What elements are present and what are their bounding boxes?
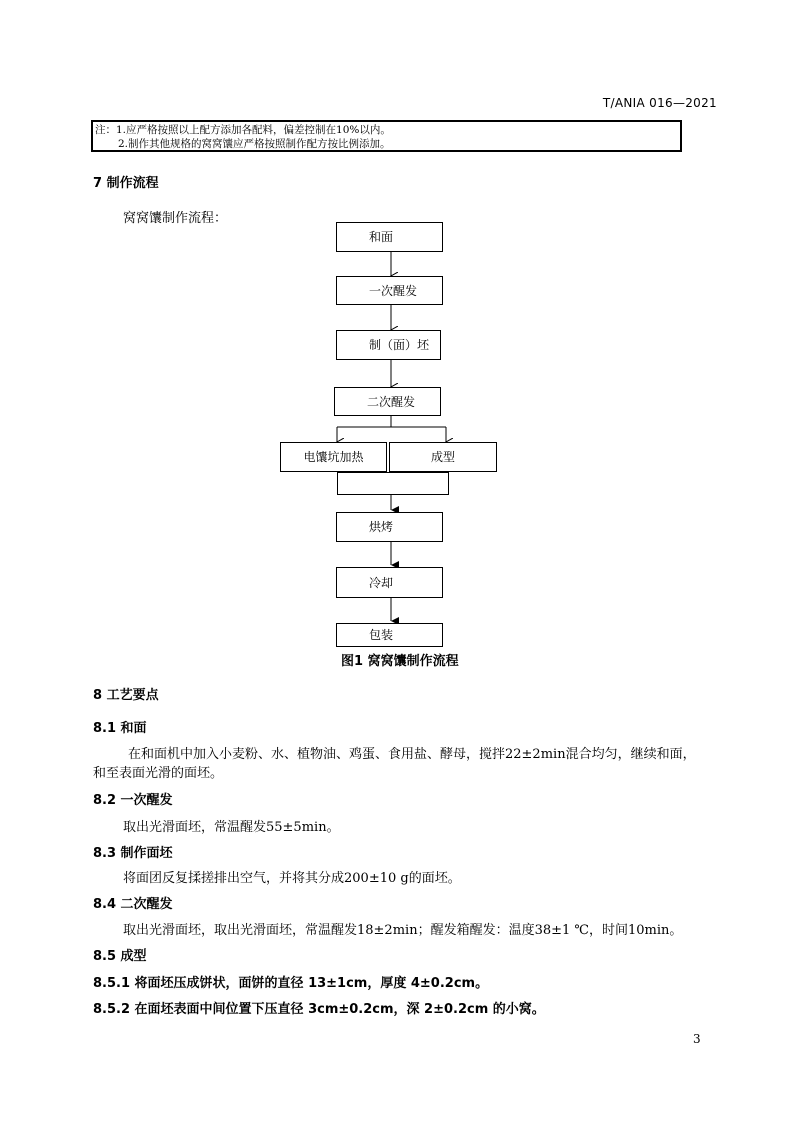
- step-shape-dough: 制（面）坯: [336, 330, 441, 360]
- figure-caption: 图1 窝窝馕制作流程: [341, 654, 459, 669]
- section-8-2-text: 取出光滑面坯，常温醒发55±5min。: [123, 820, 340, 835]
- section-8-5-2: 8.5.2 在面坯表面中间位置下压直径 3cm±0.2cm，深 2±0.2cm 的小窝。: [93, 1002, 545, 1017]
- note-line-2: 2.制作其他规格的窝窝馕应严格按照制作配方按比例添加。: [118, 138, 391, 150]
- section-8-1-title: 8.1 和面: [93, 721, 147, 736]
- section-8-4-text: 取出光滑面坯，取出光滑面坯，常温醒发18±2min；醒发箱醒发：温度38±1 ℃，时间10min。: [123, 923, 683, 938]
- merge-box: [338, 473, 449, 495]
- step-baking: 烘烤: [336, 512, 443, 542]
- section-8-4-title: 8.4 二次醒发: [93, 897, 173, 912]
- document-code: T/ANIA 016—2021: [602, 96, 717, 110]
- section-8-heading: 8 工艺要点: [93, 688, 159, 703]
- note-line-1: 注：1.应严格按照以上配方添加各配料，偏差控制在10%以内。: [95, 124, 391, 136]
- page-number: 3: [693, 1032, 701, 1046]
- section-8-2-title: 8.2 一次醒发: [93, 793, 173, 808]
- section-8-1-text-2: 和至表面光滑的面坯。: [93, 766, 224, 781]
- section-8-5-title: 8.5 成型: [93, 949, 147, 964]
- step-cooling: 冷却: [336, 567, 443, 598]
- step-packaging: 包装: [336, 623, 443, 647]
- step-kneading: 和面: [336, 222, 443, 252]
- section-7-heading: 7 制作流程: [93, 176, 159, 191]
- section-8-1-text-1: 在和面机中加入小麦粉、水、植物油、鸡蛋、食用盐、酵母，搅拌22±2min混合均匀，继续和面，: [128, 747, 696, 762]
- section-8-3-title: 8.3 制作面坯: [93, 846, 173, 861]
- step-oven-preheat: 电馕坑加热: [280, 442, 387, 472]
- step-first-proof: 一次醒发: [336, 276, 443, 305]
- step-second-proof: 二次醒发: [334, 387, 441, 416]
- section-8-5-1: 8.5.1 将面坯压成饼状，面饼的直径 13±1cm，厚度 4±0.2cm。: [93, 976, 489, 991]
- step-forming: 成型: [389, 442, 497, 472]
- flow-intro: 窝窝馕制作流程：: [123, 211, 228, 226]
- section-8-3-text: 将面团反复揉搓排出空气，并将其分成200±10 g的面坯。: [123, 871, 461, 886]
